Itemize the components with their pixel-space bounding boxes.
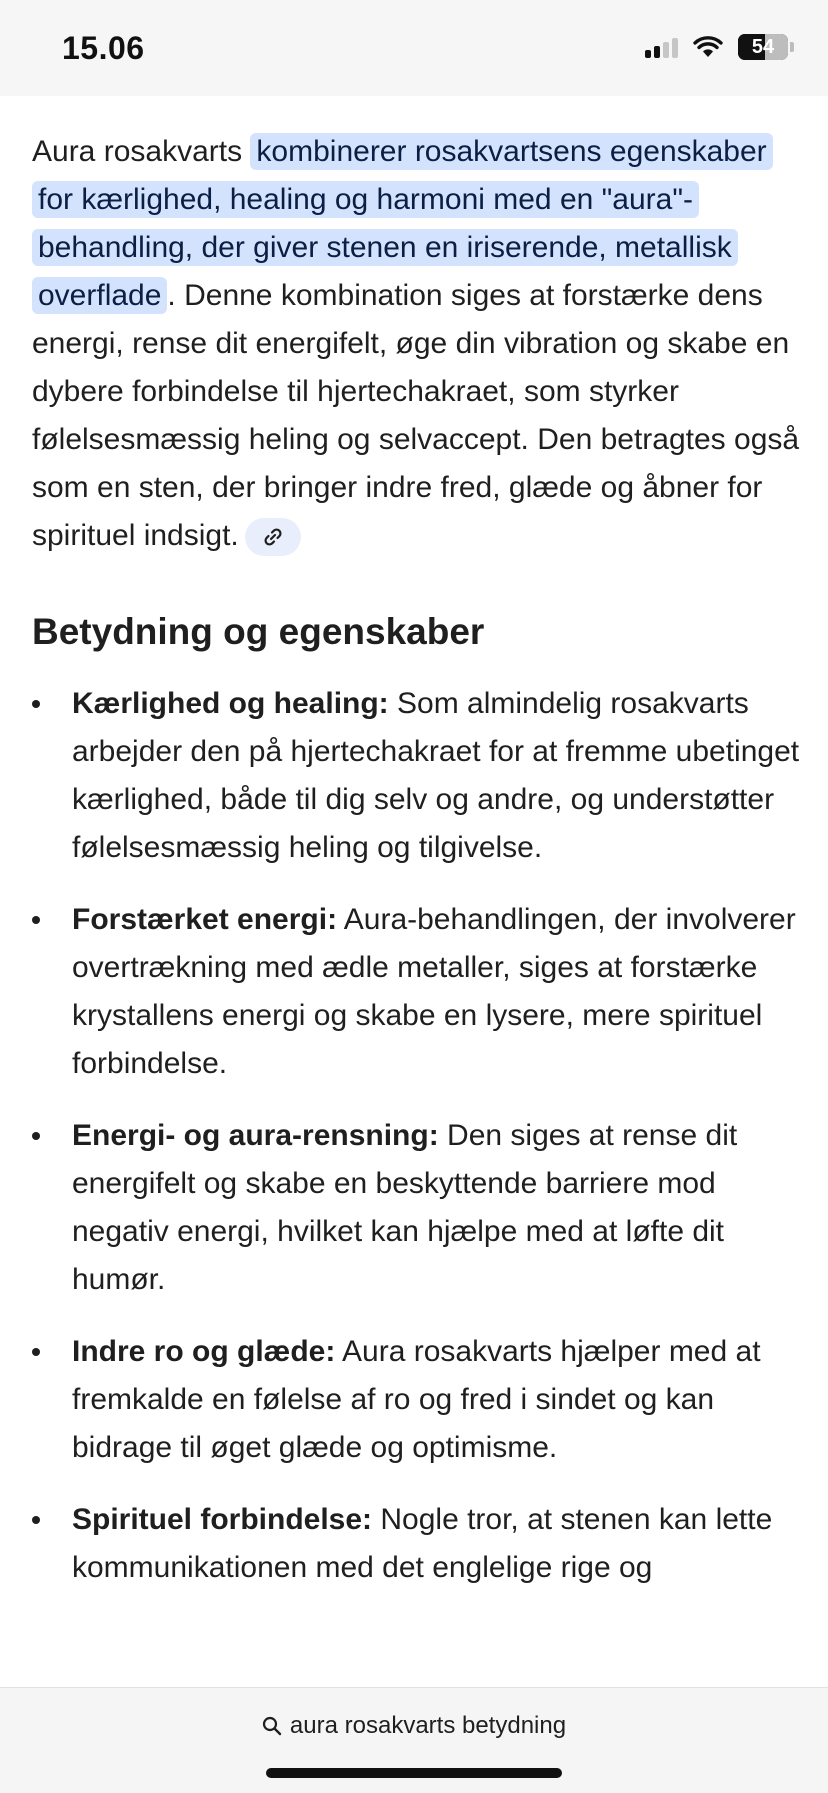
highlighted-answer[interactable]: kombinerer rosakvartsens egenskaber for kærlighed, healing og harmoni med en "aura"-behandling, der giver stenen en iriserende, metallisk overflade: [32, 133, 773, 314]
list-item: [32, 1112, 802, 1304]
link-icon: [261, 525, 285, 549]
list-item-term: Energi- og aura-rensning:: [72, 1119, 439, 1152]
list-item-term: Indre ro og glæde:: [72, 1335, 336, 1368]
list-item-term: Kærlighed og healing:: [72, 687, 389, 720]
list-item-text: Aura-behandlingen, der involverer overtrækning med ædle metaller, siges at forstærke krystallens energi og skabe en lysere, mere spirituel forbindelse.: [72, 903, 796, 1080]
source-link-button[interactable]: [245, 518, 301, 556]
bottom-search-bar[interactable]: [0, 1687, 828, 1793]
list-item-term: Forstærket energi:: [72, 903, 338, 936]
search-query-button[interactable]: [0, 1712, 828, 1740]
signal-icon: [645, 36, 678, 58]
intro-paragraph: [32, 128, 802, 560]
properties-list: [32, 680, 802, 1592]
bullet: [32, 700, 40, 708]
battery-icon: [738, 34, 788, 60]
list-item-term: Spirituel forbindelse:: [72, 1503, 373, 1536]
list-item-text: Som almindelig rosakvarts arbejder den på hjertechakraet for at fremme ubetinget kærlighed, både til dig selv og andre, og understøtter følelsesmæssig heling og tilgivelse.: [72, 687, 800, 864]
section-heading: Betydning og egenskaber: [32, 611, 485, 652]
bullet: [32, 1132, 40, 1140]
list-item-text: Aura rosakvarts hjælper med at fremkalde en følelse af ro og fred i sindet og kan bidrage til øget glæde og optimisme.: [72, 1335, 761, 1464]
list-item: [32, 1328, 802, 1472]
intro-lead: Aura rosakvarts: [32, 135, 251, 168]
bullet: [32, 1516, 40, 1524]
list-item-text: Den siges at rense dit energifelt og skabe en beskyttende barriere mod negativ energi, hvilket kan hjælpe med at løfte dit humør.: [72, 1119, 738, 1296]
wifi-icon: [692, 35, 724, 59]
list-item: [32, 680, 802, 872]
status-time: 15.06: [62, 30, 145, 66]
battery-level: 54: [751, 36, 775, 58]
bullet: [32, 1348, 40, 1356]
list-item-text: Nogle tror, at stenen kan lette kommunikationen med det englelige rige og: [72, 1503, 773, 1584]
bullet: [32, 916, 40, 924]
list-item: [32, 896, 802, 1088]
home-indicator[interactable]: [266, 1768, 562, 1778]
list-item: [32, 1496, 802, 1592]
status-icons: [645, 34, 794, 60]
intro-rest: . Denne kombination siges at forstærke dens energi, rense dit energifelt, øge din vibration og skabe en dybere forbindelse til hjertechakraet, som styrker følelsesmæssig heling og selvaccept. Den betragtes også som en sten, der bringer indre fred, glæde og åbner for spirituel indsigt.: [32, 279, 800, 552]
ai-overview-content: [32, 128, 802, 1616]
status-bar: [0, 0, 828, 96]
search-query-text: aura rosakvarts betydning: [289, 1712, 567, 1739]
search-icon: [262, 1716, 282, 1736]
